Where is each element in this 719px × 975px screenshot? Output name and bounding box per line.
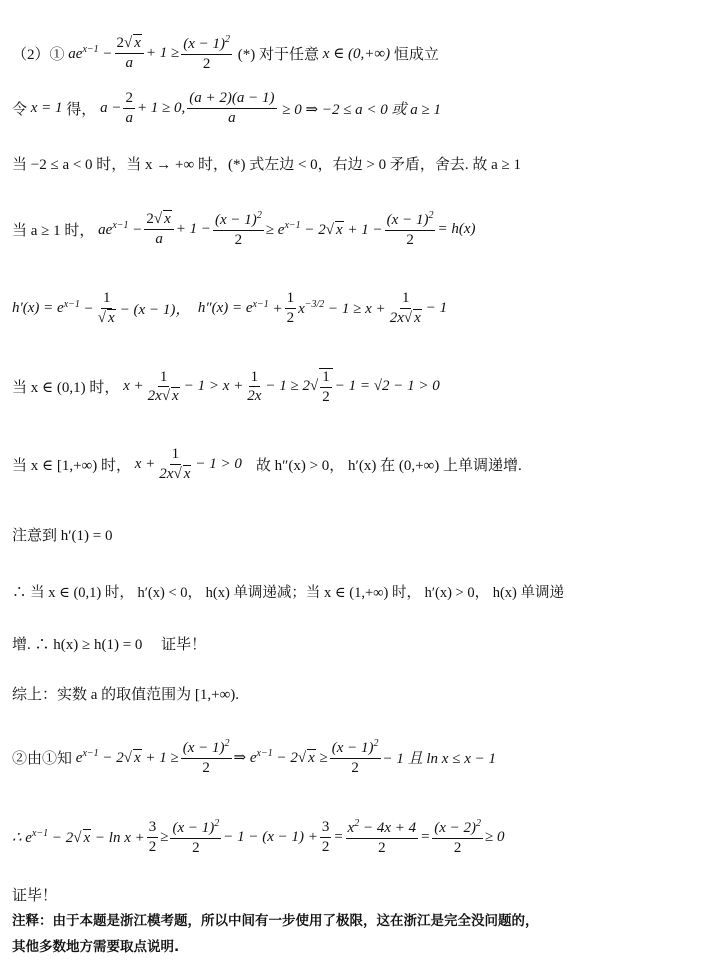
line-6: 当 x ∈ (0,1) 时， x + $\frac{1}{2x√ x}$ − 1 > x + $\frac{1}{2x}$ − 1 ≥ 2 √ $\frac{1}{2}$ − 1 = √2 − 1 > 0	[12, 368, 440, 405]
note-line-2: 其他多数地方需要取点说明.	[12, 939, 180, 955]
line-5: h′(x) = e $^{x-1}$ − $\frac{1}{√ x}$ − (x − 1)， h″(x) = e $^{x-1}$ + $\frac{1}{2}$ $x^{-3/2} - 1 \ge x$ + $\frac{1}{2x√ x}$ − 1	[12, 290, 448, 326]
line-11: 综上：实数 a 的取值范围为 [1,+∞).	[12, 687, 240, 703]
fraction: $\frac{2√ x}{a}$	[115, 35, 144, 71]
fraction: $\frac{(x - 1)^2}{2}$	[183, 34, 231, 72]
line-7: 当 x ∈ [1,+∞) 时， x + $\frac{1}{2x√ x}$ − 1 > 0 故 h″(x) > 0， h′(x) 在 (0,+∞) 上单调递增.	[12, 446, 522, 482]
line-9: ∴ 当 x ∈ (0,1) 时， h′(x) < 0， h(x) 单调递减；当 x ∈ (1,+∞) 时， h′(x) > 0， h(x) 单调递	[12, 585, 564, 601]
line-14: 证毕！	[12, 888, 58, 904]
line-3: 当 −2 ≤ a < 0 时，当 x → +∞ 时，(*) 式左边 < 0，右边 > 0 矛盾，舍去. 故 a ≥ 1	[12, 157, 522, 173]
line-8: 注意到 h′(1) = 0	[12, 528, 113, 544]
line-12: ②由①知 $e^{x-1} - 2√$ x + 1 ≥ $\frac{(x - 1)^2}{2}$ ⇒ $e^{x-1} - 2√$ x ≥ $\frac{(x - 1)^2}{2}$ − 1 且 ln x ≤ x − 1	[12, 738, 496, 776]
star-note: (*) 对于任意	[237, 46, 320, 63]
line-4: 当 a ≥ 1 时， $ae^{x-1}$ − $\frac{2√ x}{a}$ + 1 − $\frac{(x - 1)^2}{2}$ ≥ $e^{x-1} - 2√$ x + 1 − $\frac{(x - 1)^2}{2}$ = h(x)	[12, 210, 476, 248]
line-13: ∴ $e^{x-1} - 2√$ x − ln x + $\frac{3}{2}$ ≥ $\frac{(x - 1)^2}{2}$ − 1 − (x − 1) + $\frac{3}{2}$ = $\frac{x^2 - 4x + 4}{2}$ = $\frac{(x - 2)^2}{2}$ ≥ 0	[12, 818, 505, 856]
line-1: （2）① $ae^{x-1}$ − $\frac{2√ x}{a}$ + 1 ≥ $\frac{(x - 1)^2}{2}$ (*) 对于任意 x ∈ (0,+∞) 恒成立	[12, 34, 439, 72]
part-label: （2）①	[12, 46, 65, 63]
domain: x ∈ (0,+∞)	[322, 45, 391, 62]
line-2: 令 x = 1 得， a − $\frac{2}{a}$ + 1 ≥ 0, $\frac{(a + 2)(a - 1)}{a}$ ≥ 0 ⇒ −2 ≤ a < 0 或 a ≥ 1	[12, 90, 442, 126]
note-line-1: 注释：由于本题是浙江模考题，所以中间有一步使用了极限，这在浙江是完全没问题的，	[12, 913, 539, 929]
line-10: 增. ∴ h(x) ≥ h(1) = 0 证毕！	[12, 637, 207, 653]
